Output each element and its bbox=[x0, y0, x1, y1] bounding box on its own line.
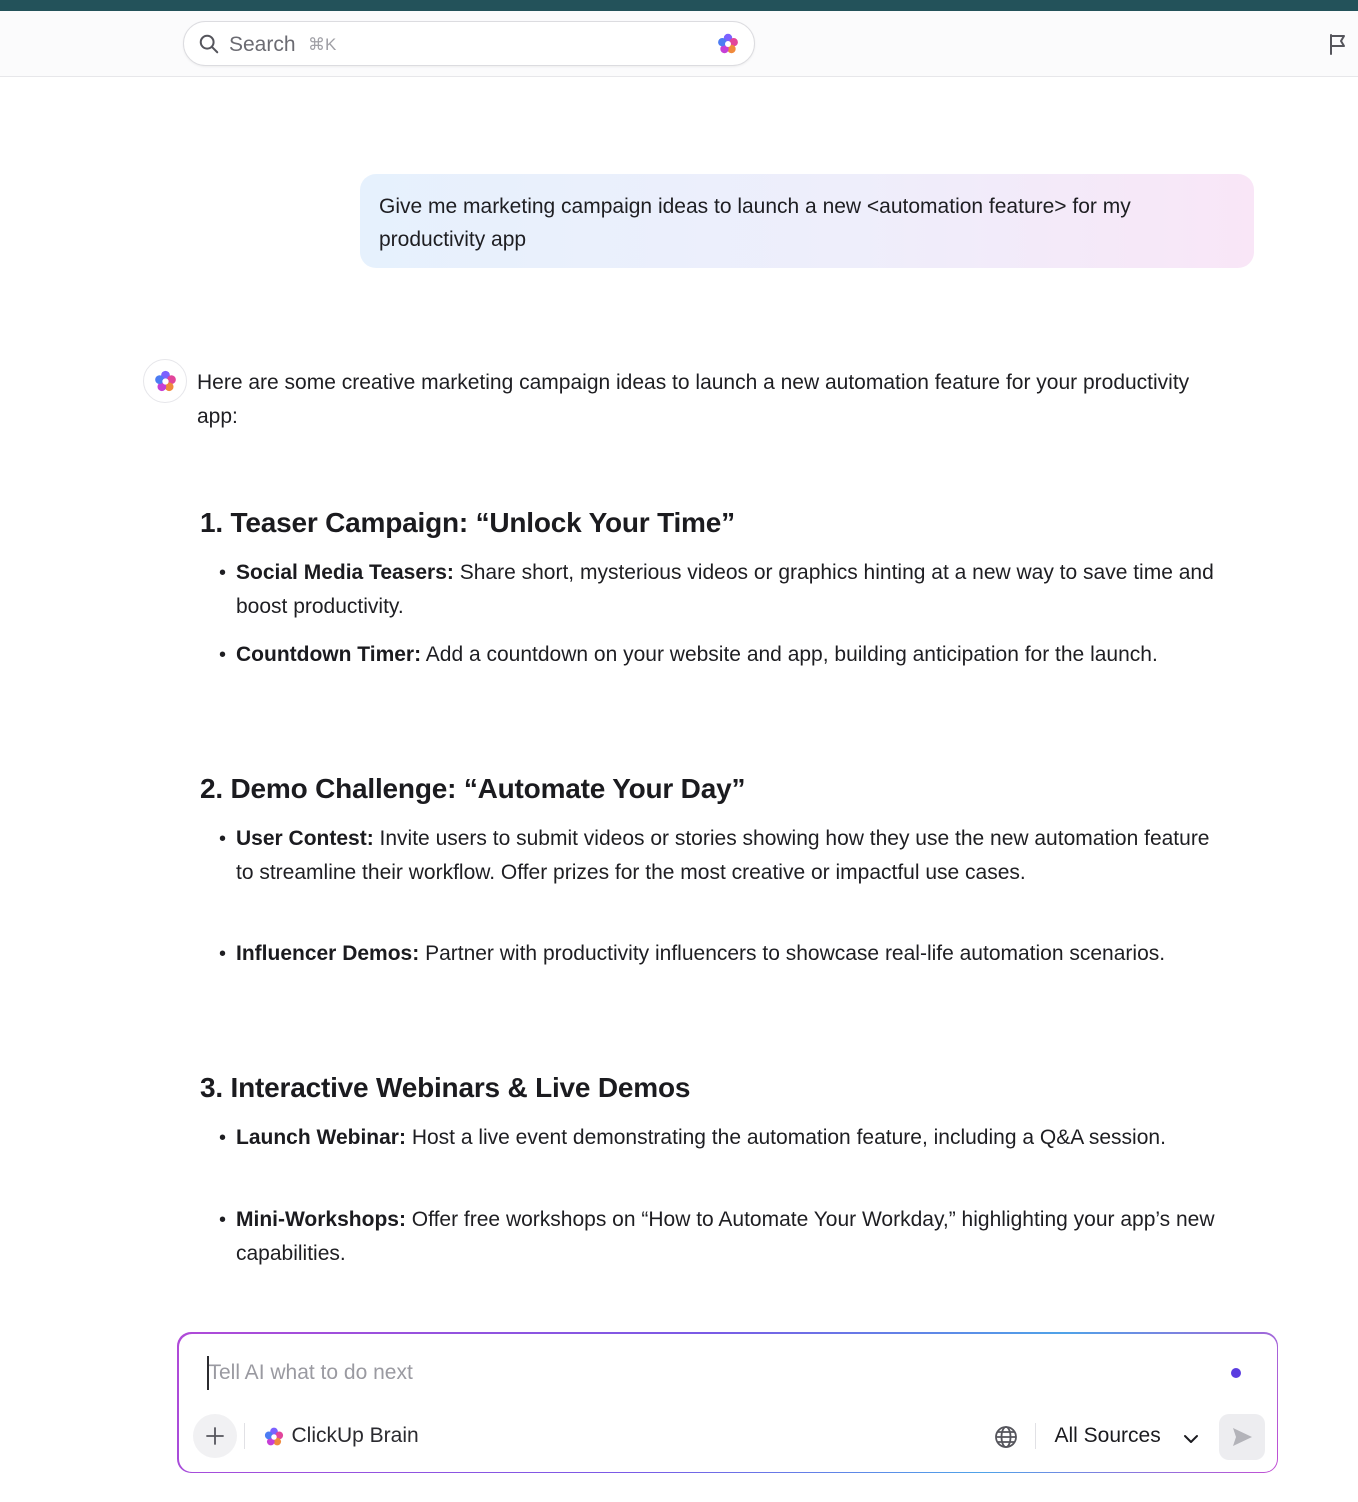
ai-composer bbox=[177, 1332, 1278, 1473]
brain-logo-icon bbox=[263, 1426, 285, 1448]
bullet-dot: • bbox=[219, 943, 227, 965]
composer-divider bbox=[1035, 1423, 1036, 1449]
search-icon bbox=[198, 33, 220, 55]
send-icon bbox=[1231, 1426, 1253, 1448]
bullet-title: Social Media Teasers: bbox=[236, 561, 454, 584]
search-label: Search bbox=[229, 33, 296, 56]
bullet-title: Countdown Timer: bbox=[236, 643, 422, 666]
ai-avatar bbox=[143, 359, 187, 403]
section-heading: 1. Teaser Campaign: “Unlock Your Time” bbox=[200, 507, 735, 538]
list-item bbox=[219, 1121, 1226, 1155]
brain-logo-icon bbox=[153, 369, 178, 394]
bullet-dot: • bbox=[219, 1209, 227, 1231]
list-item bbox=[219, 1203, 1226, 1271]
ai-prompt-input[interactable] bbox=[207, 1356, 1191, 1390]
list-item bbox=[219, 638, 1226, 672]
user-message-bubble bbox=[360, 174, 1254, 268]
section-heading: 3. Interactive Webinars & Live Demos bbox=[200, 1072, 691, 1103]
bullet-text: Host a live event demonstrating the automation feature, including a Q&A session. bbox=[411, 1126, 1166, 1149]
bullet-title: Launch Webinar: bbox=[236, 1126, 406, 1149]
bullet-dot: • bbox=[219, 644, 227, 666]
top-header bbox=[0, 11, 1358, 77]
bullet-dot: • bbox=[219, 828, 227, 850]
brain-logo-icon[interactable] bbox=[716, 32, 740, 56]
window-top-accent-bar bbox=[0, 0, 1358, 11]
bullet-dot: • bbox=[219, 1127, 227, 1149]
bullet-text: Invite users to submit videos or stories showing how they use the new automation feature to streamline their workflow. Offer prizes for the most creative or impactful use cases. bbox=[236, 827, 1210, 884]
flag-icon[interactable] bbox=[1326, 32, 1350, 56]
globe-icon bbox=[993, 1424, 1019, 1450]
bullet-text: Share short, mysterious videos or graphics hinting at a new way to save time and boost productivity. bbox=[236, 561, 1214, 618]
list-item bbox=[219, 556, 1226, 624]
send-button[interactable] bbox=[1219, 1414, 1265, 1460]
bullet-text: Partner with productivity influencers to showcase real-life automation scenarios. bbox=[425, 942, 1166, 965]
user-message-text: Give me marketing campaign ideas to launch a new <automation feature> for my productivity app bbox=[379, 195, 1131, 251]
sources-label: All Sources bbox=[1054, 1423, 1161, 1447]
add-attachment-button[interactable] bbox=[193, 1414, 237, 1458]
web-search-toggle[interactable] bbox=[993, 1424, 1019, 1450]
composer-divider bbox=[244, 1423, 245, 1449]
search-shortcut: ⌘K bbox=[308, 35, 337, 54]
section-heading: 2. Demo Challenge: “Automate Your Day” bbox=[200, 773, 746, 804]
plus-icon bbox=[205, 1426, 225, 1446]
search-bar[interactable] bbox=[183, 21, 755, 66]
bullet-dot: • bbox=[219, 562, 227, 584]
ai-response-intro: Here are some creative marketing campaign ideas to launch a new automation feature for your productivity app: bbox=[197, 371, 1190, 428]
chevron-down-icon bbox=[1182, 1430, 1200, 1448]
bullet-text: Offer free workshops on “How to Automate Your Workday,” highlighting your app’s new capabilities. bbox=[236, 1208, 1215, 1265]
list-item bbox=[219, 822, 1226, 890]
model-label: ClickUp Brain bbox=[291, 1423, 419, 1447]
bullet-text: Add a countdown on your website and app, building anticipation for the launch. bbox=[425, 643, 1158, 666]
bullet-title: User Contest: bbox=[236, 827, 374, 850]
voice-indicator-dot[interactable] bbox=[1231, 1368, 1241, 1378]
bullet-title: Influencer Demos: bbox=[236, 942, 420, 965]
sources-dropdown[interactable] bbox=[1055, 1422, 1205, 1452]
composer-body bbox=[179, 1334, 1277, 1472]
bullet-title: Mini-Workshops: bbox=[236, 1208, 406, 1231]
list-item bbox=[219, 937, 1226, 971]
